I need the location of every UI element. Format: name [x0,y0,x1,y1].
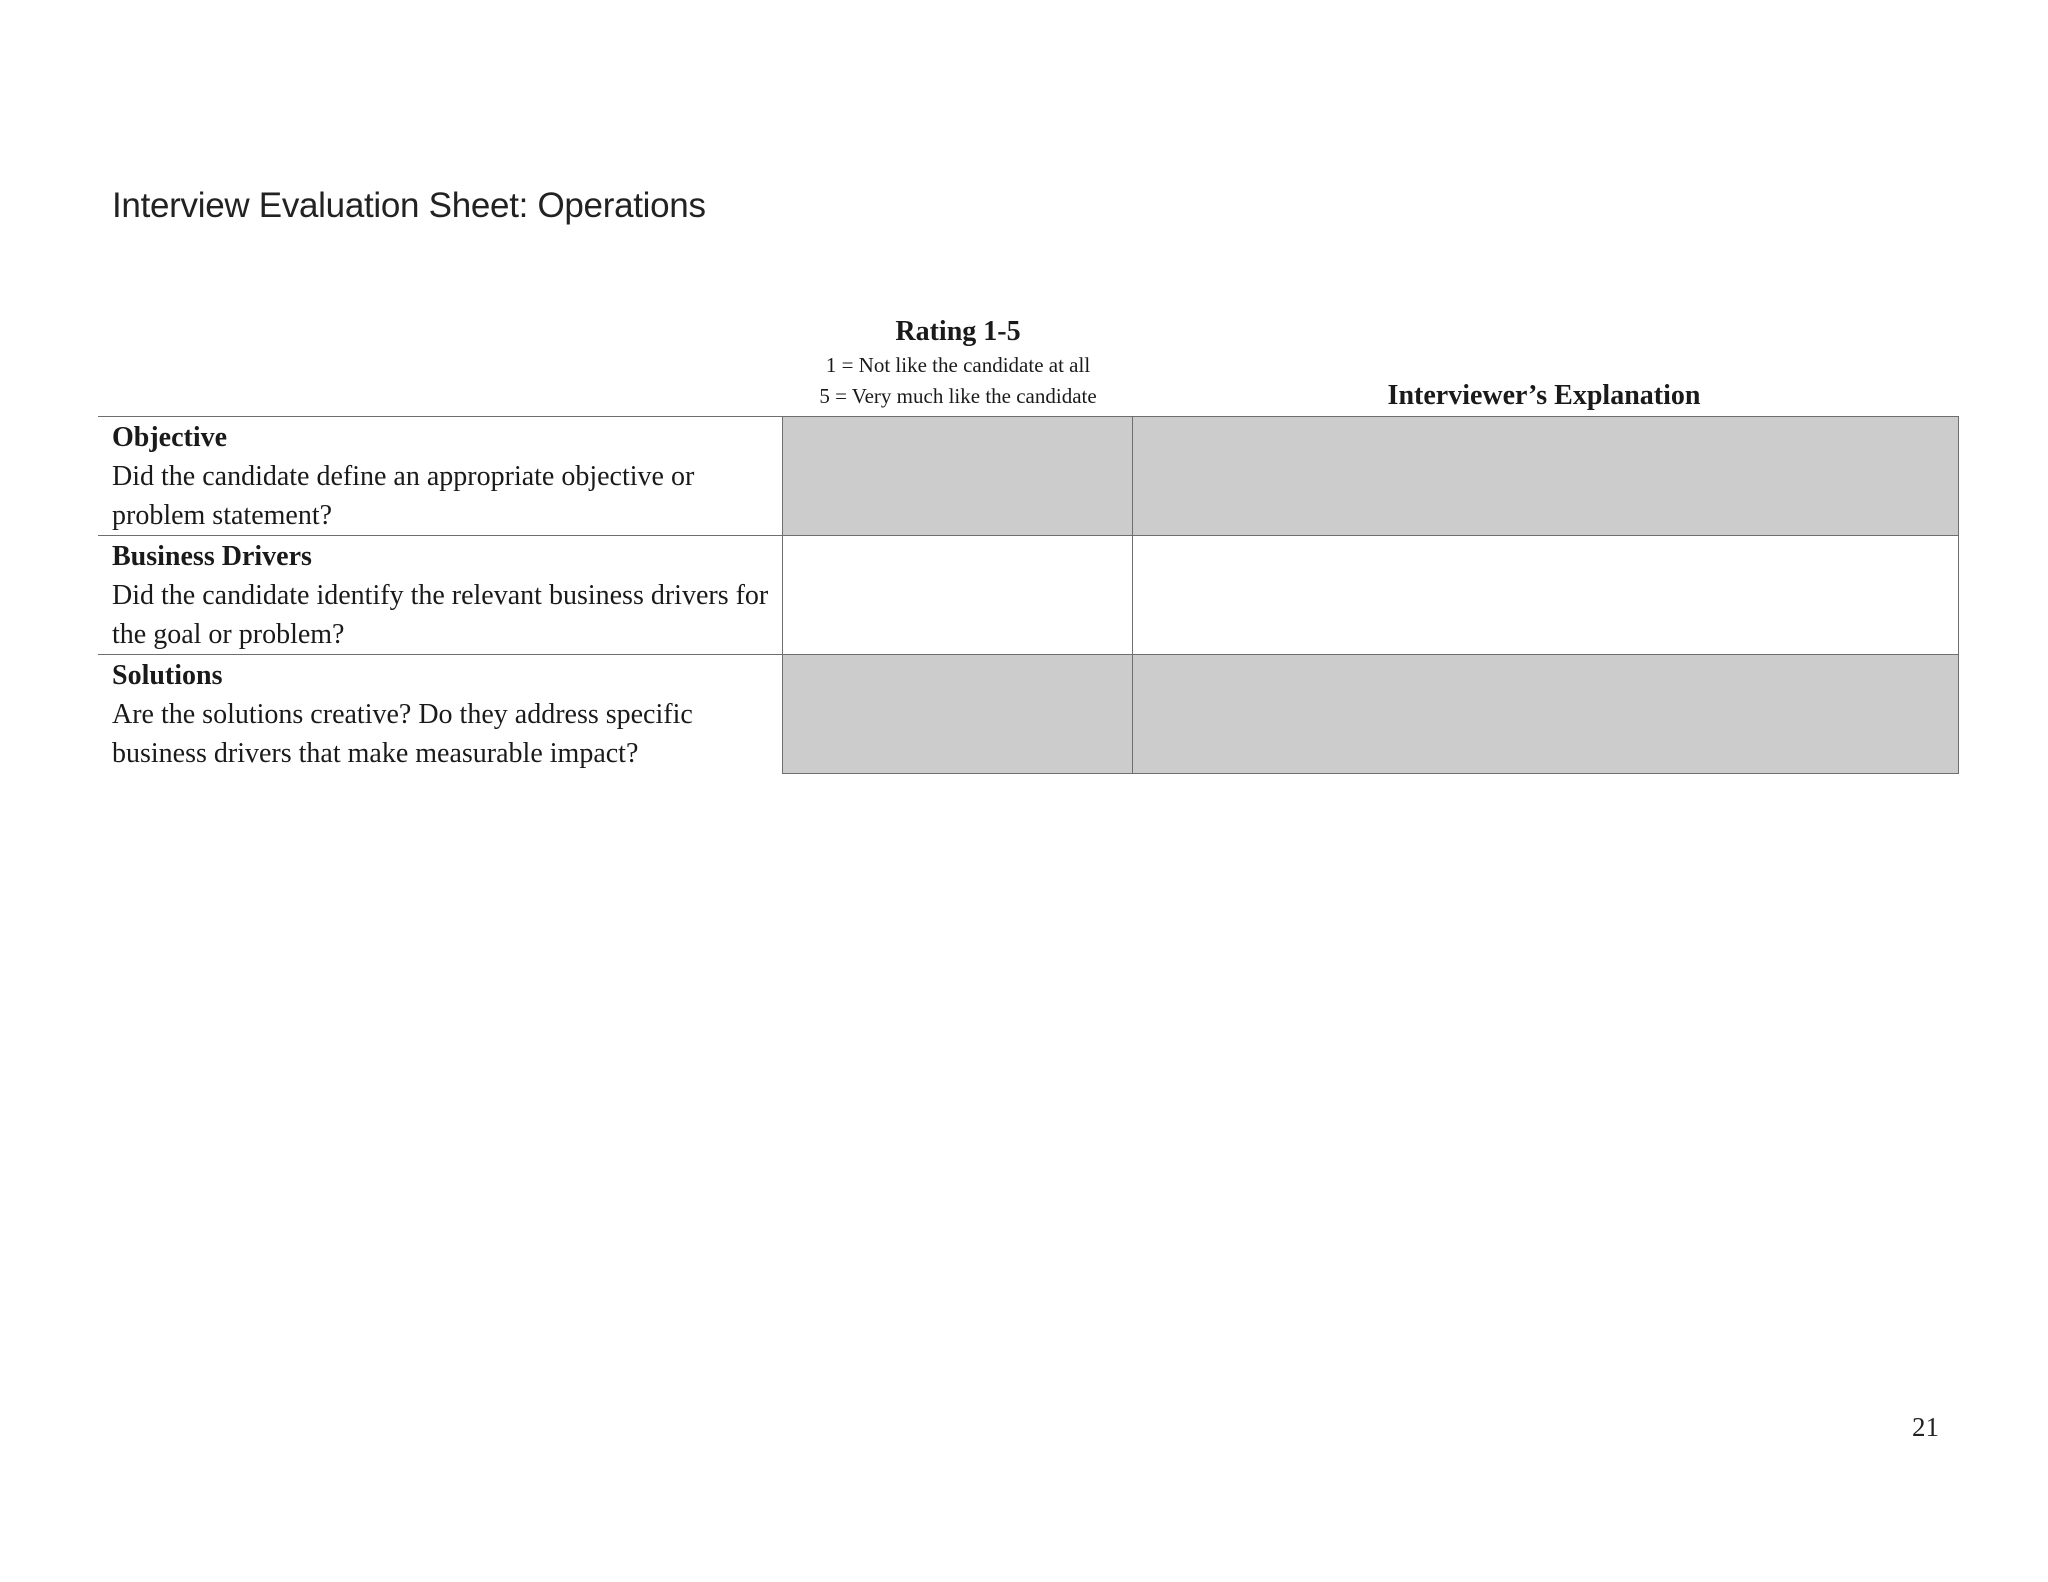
criterion-title: Solutions [112,660,223,691]
explanation-input-cell[interactable] [1132,536,1958,655]
criterion-description: Are the solutions creative? Do they address specific business drivers that make measurable impact? [112,699,693,769]
rating-header-title: Rating 1-5 [895,316,1021,347]
table-row-solutions [98,655,1958,774]
table-row-business-drivers [98,536,1958,655]
criterion-description: Did the candidate identify the relevant business drivers for the goal or problem? [112,580,769,650]
criterion-cell [98,655,782,774]
rating-input-cell[interactable] [782,417,1132,536]
criterion-cell [98,536,782,655]
page-title: Interview Evaluation Sheet: Operations [112,186,706,225]
criterion-title: Business Drivers [112,541,312,572]
page-number: 21 [1912,1412,1939,1442]
rating-input-cell[interactable] [782,655,1132,774]
rating-input-cell[interactable] [782,536,1132,655]
explanation-column-header: Interviewer’s Explanation [1387,380,1701,411]
table-row-objective [98,417,1958,536]
evaluation-table [98,416,1959,774]
explanation-input-cell[interactable] [1132,655,1958,774]
rating-scale-low: 1 = Not like the candidate at all [825,353,1091,377]
explanation-input-cell[interactable] [1132,417,1958,536]
rating-column-header [783,314,1133,412]
criterion-title: Objective [112,422,228,453]
rating-scale-high: 5 = Very much like the candidate [819,384,1097,408]
criterion-cell [98,417,782,536]
criterion-description: Did the candidate define an appropriate objective or problem statement? [112,461,695,531]
